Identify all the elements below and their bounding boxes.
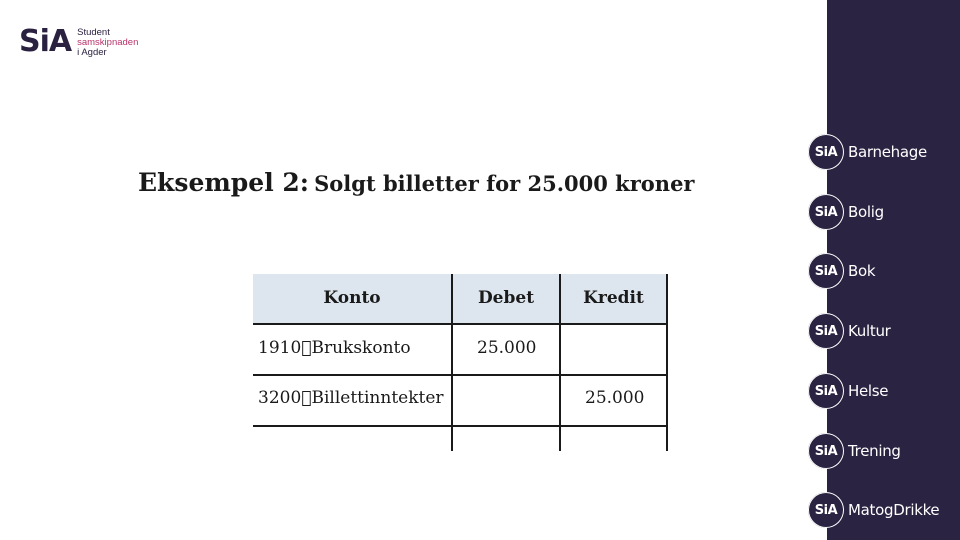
row-1-account: 1910 Brukskonto: [258, 338, 411, 358]
sia-badge-icon: SiA: [808, 253, 844, 289]
logo-line-3: i Agder: [77, 47, 107, 58]
sidebar-item-label: Helse: [848, 382, 889, 400]
sidebar-item-trening[interactable]: [808, 433, 901, 469]
sidebar-item-label: Kultur: [848, 322, 891, 340]
column-divider: [666, 274, 668, 451]
sidebar: [814, 0, 960, 540]
row-2-account: 3200 Billettinntekter: [258, 388, 444, 408]
sidebar-item-matogdrikke[interactable]: [808, 492, 939, 528]
header-kredit: Kredit: [583, 288, 644, 308]
sidebar-item-helse[interactable]: [808, 373, 888, 409]
logo-text: [77, 28, 138, 58]
header-debet: Debet: [477, 288, 535, 308]
sidebar-item-bok[interactable]: [808, 253, 875, 289]
sidebar-item-label: Barnehage: [848, 143, 927, 161]
row-2-credit: 25.000: [585, 388, 645, 408]
title-lead: Eksempel 2:: [138, 168, 310, 197]
slide-title: [138, 168, 695, 197]
sidebar-item-label: Bok: [848, 262, 876, 280]
logo-line-1: Student: [77, 27, 110, 38]
row-1-debit: 25.000: [477, 338, 537, 358]
ledger-table: [253, 274, 668, 451]
sia-badge-icon: SiA: [808, 313, 844, 349]
sia-badge-icon: SiA: [808, 194, 844, 230]
sia-badge-icon: SiA: [808, 373, 844, 409]
row-divider: [253, 425, 668, 427]
sidebar-item-kultur[interactable]: [808, 313, 891, 349]
sia-badge-icon: SiA: [808, 492, 844, 528]
sidebar-item-bolig[interactable]: [808, 194, 884, 230]
sidebar-item-label: MatogDrikke: [848, 501, 940, 519]
title-rest: Solgt billetter for 25.000 kroner: [314, 171, 695, 196]
logo-line-2: samskipnaden: [77, 37, 139, 48]
sia-badge-icon: SiA: [808, 433, 844, 469]
sia-badge-icon: SiA: [808, 134, 844, 170]
logo-mark: SiA: [19, 24, 72, 59]
sia-logo: [19, 26, 138, 60]
header-konto: Konto: [323, 288, 381, 308]
sidebar-item-barnehage[interactable]: [808, 134, 927, 170]
sidebar-item-label: Bolig: [848, 203, 884, 221]
sidebar-item-label: Trening: [848, 442, 901, 460]
row-divider: [253, 323, 668, 325]
row-divider: [253, 374, 668, 376]
